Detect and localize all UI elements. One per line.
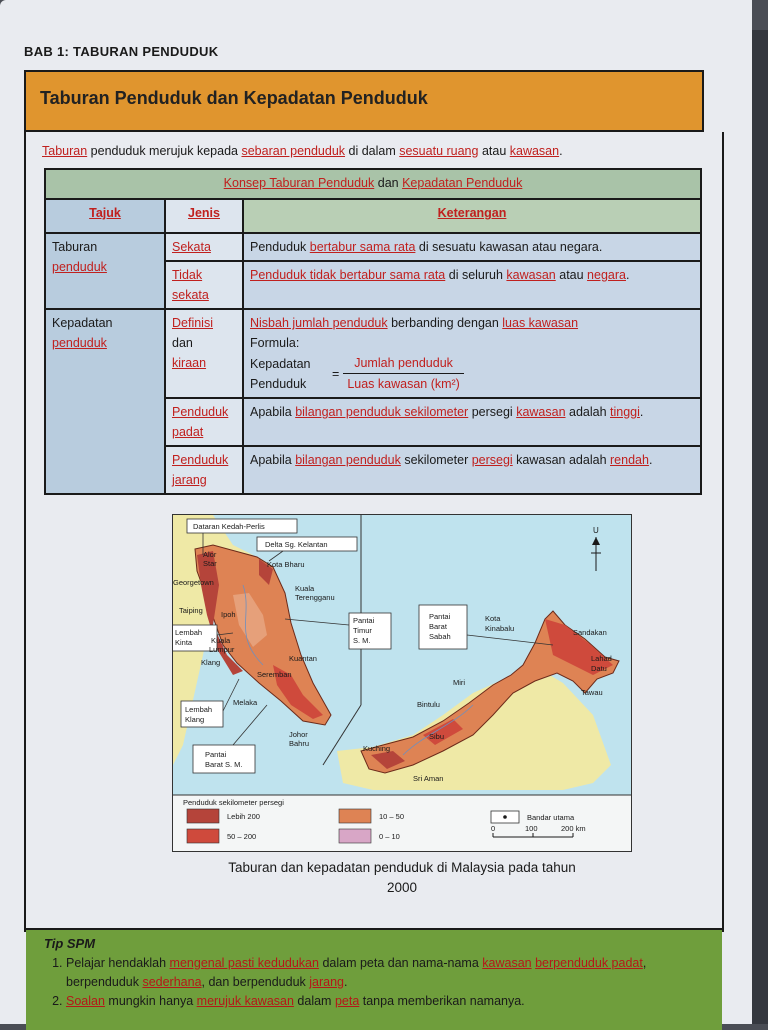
cell-jarang bbox=[165, 446, 243, 494]
keyword: kawasan bbox=[506, 268, 556, 282]
label-ipoh: Ipoh bbox=[221, 610, 236, 619]
keyword: Tidak bbox=[172, 268, 203, 282]
label-lembah-kinta-1: Lembah bbox=[175, 628, 203, 637]
cell-sekata bbox=[165, 233, 243, 261]
formula-label: Formula: bbox=[250, 336, 300, 350]
north-label: U bbox=[593, 526, 599, 535]
legend-swatch-0-10 bbox=[339, 829, 371, 843]
keyword: Penduduk bbox=[172, 453, 229, 467]
cell-tidak-sekata bbox=[165, 261, 243, 309]
label-pbs-1: Pantai bbox=[429, 612, 451, 621]
city-dot-icon bbox=[503, 815, 507, 819]
text: Kepadatan bbox=[250, 356, 311, 371]
label-tawau: Tawau bbox=[581, 688, 603, 697]
cell-kepadatan bbox=[45, 309, 165, 494]
keyword: sederhana bbox=[142, 975, 202, 989]
label-johor-1: Johor bbox=[289, 730, 308, 739]
legend-label: 10 – 50 bbox=[379, 812, 405, 821]
chapter-heading: BAB 1: TABURAN PENDUDUK bbox=[24, 44, 219, 59]
label-pbs-3: Sabah bbox=[429, 632, 451, 641]
caption-part: Kepadatan Penduduk bbox=[402, 176, 523, 190]
keyword: mengenal pasti kedudukan bbox=[169, 956, 319, 970]
label-taiping: Taiping bbox=[179, 606, 203, 615]
keyword: bilangan penduduk sekilometer bbox=[295, 405, 469, 419]
text: Taburan bbox=[52, 240, 98, 254]
tip-list bbox=[38, 954, 706, 1011]
tip-title: Tip SPM bbox=[44, 936, 96, 951]
caption-part: dan bbox=[374, 176, 403, 190]
header-label: Tajuk bbox=[89, 206, 121, 220]
book-edge bbox=[752, 30, 768, 1024]
text: dalam peta dan nama-nama bbox=[318, 956, 483, 970]
table-row bbox=[45, 233, 701, 261]
caption-part: Konsep Taburan Penduduk bbox=[223, 176, 375, 190]
text: berbanding dengan bbox=[387, 316, 503, 330]
keyword: Penduduk tidak bertabur sama rata bbox=[250, 268, 446, 282]
scale-label: 100 bbox=[525, 824, 538, 833]
keyword: Soalan bbox=[66, 994, 105, 1008]
label-melaka: Melaka bbox=[233, 698, 258, 707]
label-sibu: Sibu bbox=[429, 732, 445, 741]
keyword: bertabur sama rata bbox=[309, 240, 416, 254]
label-lembah-kinta-2: Kinta bbox=[175, 638, 193, 647]
text: , berpenduduk bbox=[66, 956, 647, 989]
keyword: Taburan bbox=[42, 144, 88, 158]
keyword: rendah bbox=[610, 453, 649, 467]
population-map bbox=[172, 514, 632, 852]
label-kuala-t-2: Terengganu bbox=[295, 593, 335, 602]
label-kk-2: Kinabalu bbox=[485, 624, 515, 633]
numerator: Jumlah penduduk bbox=[343, 353, 464, 374]
keyword: berpenduduk padat bbox=[535, 956, 643, 970]
label-lembah-klang-1: Lembah bbox=[185, 705, 213, 714]
keyword: tinggi bbox=[610, 405, 640, 419]
label-kl-2: Lumpur bbox=[209, 645, 235, 654]
text: persegi bbox=[468, 405, 517, 419]
label-sandakan: Sandakan bbox=[573, 628, 607, 637]
text: Penduduk bbox=[250, 376, 307, 391]
map-caption bbox=[172, 858, 632, 898]
text: Penduduk bbox=[250, 240, 310, 254]
cell-jarang-desc bbox=[243, 446, 701, 494]
keyword: kawasan bbox=[482, 956, 532, 970]
text: , dan berpenduduk bbox=[201, 975, 310, 989]
text: dan bbox=[172, 336, 193, 350]
text: Pelajar hendaklah bbox=[66, 956, 170, 970]
concept-table bbox=[44, 168, 702, 495]
formula-fraction bbox=[343, 353, 464, 394]
label-kuala-t-1: Kuala bbox=[295, 584, 315, 593]
text: di sesuatu kawasan atau negara. bbox=[415, 240, 603, 254]
keyword: jarang bbox=[172, 473, 207, 487]
list-item bbox=[66, 954, 706, 992]
text: . bbox=[344, 975, 348, 989]
label-johor-2: Bahru bbox=[289, 739, 310, 748]
keyword: penduduk bbox=[52, 260, 107, 274]
keyword: Sekata bbox=[172, 240, 211, 254]
label-alor-star-1: Alor bbox=[203, 550, 217, 559]
keyword: jarang bbox=[309, 975, 345, 989]
legend-swatch-50-200 bbox=[187, 829, 219, 843]
text: atau bbox=[555, 268, 588, 282]
scale-label: 0 bbox=[491, 824, 496, 833]
section-title: Taburan Penduduk dan Kepadatan Penduduk bbox=[40, 88, 428, 108]
label-delta: Delta Sg. Kelantan bbox=[265, 540, 328, 549]
keyword: sesuatu ruang bbox=[399, 144, 479, 158]
formula bbox=[250, 353, 694, 394]
text: di dalam bbox=[345, 144, 400, 158]
denominator: Luas kawasan (km²) bbox=[347, 377, 460, 391]
keyword: Penduduk bbox=[172, 405, 229, 419]
keyword: merujuk kawasan bbox=[196, 994, 294, 1008]
keyword: peta bbox=[334, 994, 360, 1008]
keyword: kiraan bbox=[172, 356, 207, 370]
text: dalam bbox=[293, 994, 335, 1008]
text: . bbox=[648, 453, 653, 467]
text: . bbox=[559, 144, 563, 158]
label-kl-1: Kuala bbox=[211, 636, 231, 645]
label-pbsm-1: Pantai bbox=[205, 750, 227, 759]
text: sekilometer bbox=[400, 453, 472, 467]
map-graphic bbox=[173, 515, 631, 851]
text: Apabila bbox=[250, 405, 296, 419]
legend-label: Lebih 200 bbox=[227, 812, 260, 821]
label-kk-1: Kota bbox=[485, 614, 501, 623]
keyword: kawasan bbox=[516, 405, 566, 419]
label-kuching: Kuching bbox=[363, 744, 391, 753]
label-klang: Klang bbox=[201, 658, 221, 667]
keyword: padat bbox=[172, 425, 204, 439]
table-caption bbox=[45, 169, 701, 199]
cell-padat bbox=[165, 398, 243, 446]
keyword: penduduk bbox=[52, 336, 107, 350]
section-title-bar bbox=[24, 70, 704, 132]
legend-label: 0 – 10 bbox=[379, 832, 400, 841]
label-lahad-datu-1: Lahad bbox=[591, 654, 612, 663]
scale-label: 200 km bbox=[561, 824, 586, 833]
header-jenis bbox=[165, 199, 243, 233]
header-tajuk bbox=[45, 199, 165, 233]
legend-label: 50 – 200 bbox=[227, 832, 257, 841]
keyword: negara bbox=[587, 268, 626, 282]
label-ptsm-1: Pantai bbox=[353, 616, 375, 625]
label-georgetown: Georgetown bbox=[173, 578, 214, 587]
caption-line: 2000 bbox=[386, 880, 418, 895]
cell-taburan bbox=[45, 233, 165, 309]
keyword: luas kawasan bbox=[502, 316, 579, 330]
cell-sekata-desc bbox=[243, 233, 701, 261]
label-dataran: Dataran Kedah-Perlis bbox=[193, 522, 265, 531]
text: Apabila bbox=[250, 453, 296, 467]
label-bintulu: Bintulu bbox=[417, 700, 440, 709]
legend-title: Penduduk sekilometer persegi bbox=[183, 798, 284, 807]
legend-swatch-lebih-200 bbox=[187, 809, 219, 823]
keyword: Nisbah jumlah penduduk bbox=[250, 316, 388, 330]
text: penduduk merujuk kepada bbox=[87, 144, 242, 158]
cell-tidak-sekata-desc bbox=[243, 261, 701, 309]
legend-swatch-10-50 bbox=[339, 809, 371, 823]
label-miri: Miri bbox=[453, 678, 466, 687]
label-sri-aman: Sri Aman bbox=[413, 774, 444, 783]
text: di seluruh bbox=[445, 268, 507, 282]
list-item bbox=[66, 992, 706, 1011]
label-kota-bharu: Kota Bharu bbox=[267, 560, 305, 569]
tip-box bbox=[26, 928, 722, 1030]
label-lahad-datu-2: Datu bbox=[591, 664, 607, 673]
legend-city-label: Bandar utama bbox=[527, 813, 575, 822]
label-kuantan: Kuantan bbox=[289, 654, 317, 663]
text: mungkin hanya bbox=[104, 994, 197, 1008]
keyword: sebaran penduduk bbox=[241, 144, 346, 158]
label-alor-star-2: Star bbox=[203, 559, 217, 568]
text: atau bbox=[478, 144, 510, 158]
keyword: bilangan penduduk bbox=[295, 453, 401, 467]
header-label: Jenis bbox=[188, 206, 220, 220]
header-keterangan bbox=[243, 199, 701, 233]
cell-definisi-desc bbox=[243, 309, 701, 398]
text: . bbox=[639, 405, 644, 419]
text: Kepadatan bbox=[52, 316, 113, 330]
keyword: sekata bbox=[172, 288, 209, 302]
label-pbsm-2: Barat S. M. bbox=[205, 760, 243, 769]
text: . bbox=[625, 268, 630, 282]
label-ptsm-2: Timur bbox=[353, 626, 372, 635]
formula-lhs bbox=[250, 354, 332, 394]
header-label: Keterangan bbox=[437, 206, 507, 220]
text: adalah bbox=[565, 405, 611, 419]
label-ptsm-3: S. M. bbox=[353, 636, 371, 645]
caption-line: Taburan dan kepadatan penduduk di Malaysia pada tahun bbox=[228, 860, 576, 875]
table-row bbox=[45, 309, 701, 398]
label-seremban: Seremban bbox=[257, 670, 292, 679]
keyword: persegi bbox=[471, 453, 513, 467]
label-pbs-2: Barat bbox=[429, 622, 447, 631]
keyword: kawasan bbox=[509, 144, 560, 158]
text: tanpa memberikan namanya. bbox=[359, 994, 525, 1008]
label-lembah-klang-2: Klang bbox=[185, 715, 205, 724]
text: kawasan adalah bbox=[512, 453, 610, 467]
cell-padat-desc bbox=[243, 398, 701, 446]
equals-sign: = bbox=[332, 366, 340, 381]
intro-text bbox=[42, 142, 682, 160]
cell-definisi bbox=[165, 309, 243, 398]
keyword: Definisi bbox=[172, 316, 213, 330]
